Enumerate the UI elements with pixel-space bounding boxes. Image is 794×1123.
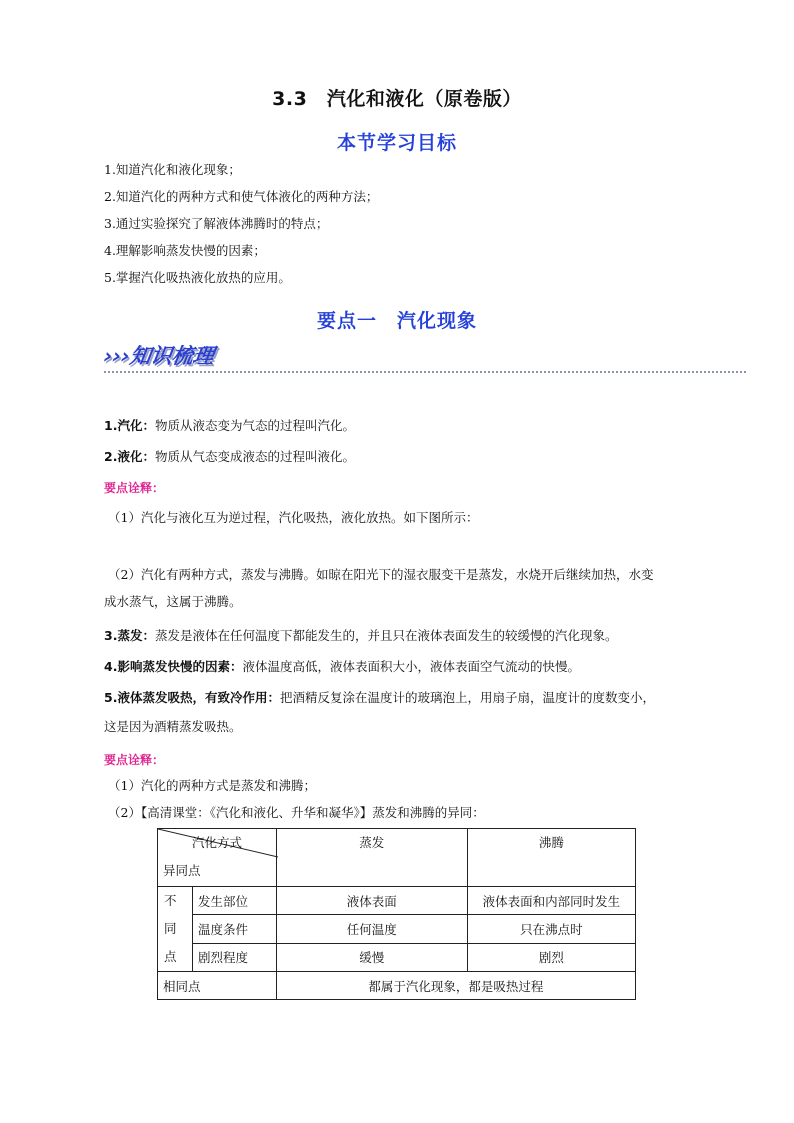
definition-text: 蒸发是液体在任何温度下都能发生的，并且只在液体表面发生的较缓慢的汽化现象。	[154, 628, 618, 643]
aspect-cell: 温度条件	[193, 915, 277, 943]
table-row	[158, 915, 636, 943]
definition-liquefaction	[104, 447, 355, 467]
boiling-cell: 剧烈	[467, 943, 635, 971]
evaporation-cell: 缓慢	[276, 943, 467, 971]
term: 5.液体蒸发吸热，有致冷作用：	[104, 690, 280, 705]
same-text-cell: 都属于汽化现象，都是吸热过程	[276, 972, 635, 1000]
term: 4.影响蒸发快慢的因素：	[104, 659, 243, 674]
table-corner-cell	[158, 829, 277, 887]
definition-text: 把酒精反复涂在温度计的玻璃泡上，用扇子扇，温度计的度数变小，	[279, 690, 655, 705]
same-label-cell: 相同点	[158, 972, 277, 1000]
difference-label	[158, 887, 193, 972]
note-text: （2）汽化有两种方式，蒸发与沸腾。如晾在阳光下的湿衣服变干是蒸发，水烧开后继续加热，水变	[108, 567, 654, 582]
definition-text: 物质从气态变成液态的过程叫液化。	[154, 449, 355, 464]
term: 3.蒸发：	[104, 628, 155, 643]
term: 1.汽化：	[104, 418, 155, 433]
corner-top-label: 汽化方式	[192, 835, 243, 850]
objective-item: 2.知道汽化的两种方式和使气体液化的两种方法；	[104, 189, 379, 204]
definition-evaporation	[104, 626, 617, 646]
corner-bottom-label: 异同点	[163, 863, 201, 878]
objective-item: 3.通过实验探究了解液体沸腾时的特点；	[104, 216, 329, 231]
banner-divider	[104, 371, 746, 373]
objective-item: 5.掌握汽化吸热液化放热的应用。	[104, 270, 291, 285]
page-title: 3.3 汽化和液化（原卷版）	[272, 88, 522, 110]
column-header-evaporation: 蒸发	[276, 829, 467, 887]
aspect-cell: 发生部位	[193, 887, 277, 915]
objectives-heading: 本节学习目标	[336, 132, 457, 154]
definition-text: 物质从液态变为气态的过程叫汽化。	[154, 418, 355, 433]
note-text: （1）汽化与液化互为逆过程，汽化吸热，液化放热。如下图所示：	[108, 510, 479, 525]
evaporation-cell: 液体表面	[276, 887, 467, 915]
term: 2.液化：	[104, 449, 155, 464]
difference-char: 同	[164, 921, 177, 936]
difference-char: 不	[164, 893, 177, 908]
column-header-boiling: 沸腾	[467, 829, 635, 887]
note-text: （1）汽化的两种方式是蒸发和沸腾；	[108, 778, 316, 793]
knowledge-banner: ›››知识梳理	[102, 344, 216, 368]
table-row	[158, 972, 636, 1000]
note-text: 成水蒸气，这属于沸腾。	[104, 594, 242, 609]
note-label: 要点诠释：	[104, 753, 165, 767]
objective-item: 4.理解影响蒸发快慢的因素；	[104, 243, 266, 258]
table-row	[158, 943, 636, 971]
table-row	[158, 887, 636, 915]
definition-cooling-cont: 这是因为酒精蒸发吸热。	[104, 719, 242, 734]
comparison-table	[157, 828, 636, 1000]
boiling-cell: 液体表面和内部同时发生	[467, 887, 635, 915]
difference-char: 点	[164, 949, 177, 964]
section-heading: 要点一 汽化现象	[316, 310, 477, 332]
objective-item: 1.知道汽化和液化现象；	[104, 162, 241, 177]
boiling-cell: 只在沸点时	[467, 915, 635, 943]
definition-cooling	[104, 688, 655, 708]
definition-factors	[104, 657, 580, 677]
note-text: （2）【高清课堂：《汽化和液化、升华和凝华》】蒸发和沸腾的异同：	[108, 805, 485, 820]
definition-vaporization	[104, 416, 355, 436]
note-label: 要点诠释：	[104, 481, 165, 495]
aspect-cell: 剧烈程度	[193, 943, 277, 971]
evaporation-cell: 任何温度	[276, 915, 467, 943]
definition-text: 液体温度高低，液体表面积大小，液体表面空气流动的快慢。	[242, 659, 580, 674]
